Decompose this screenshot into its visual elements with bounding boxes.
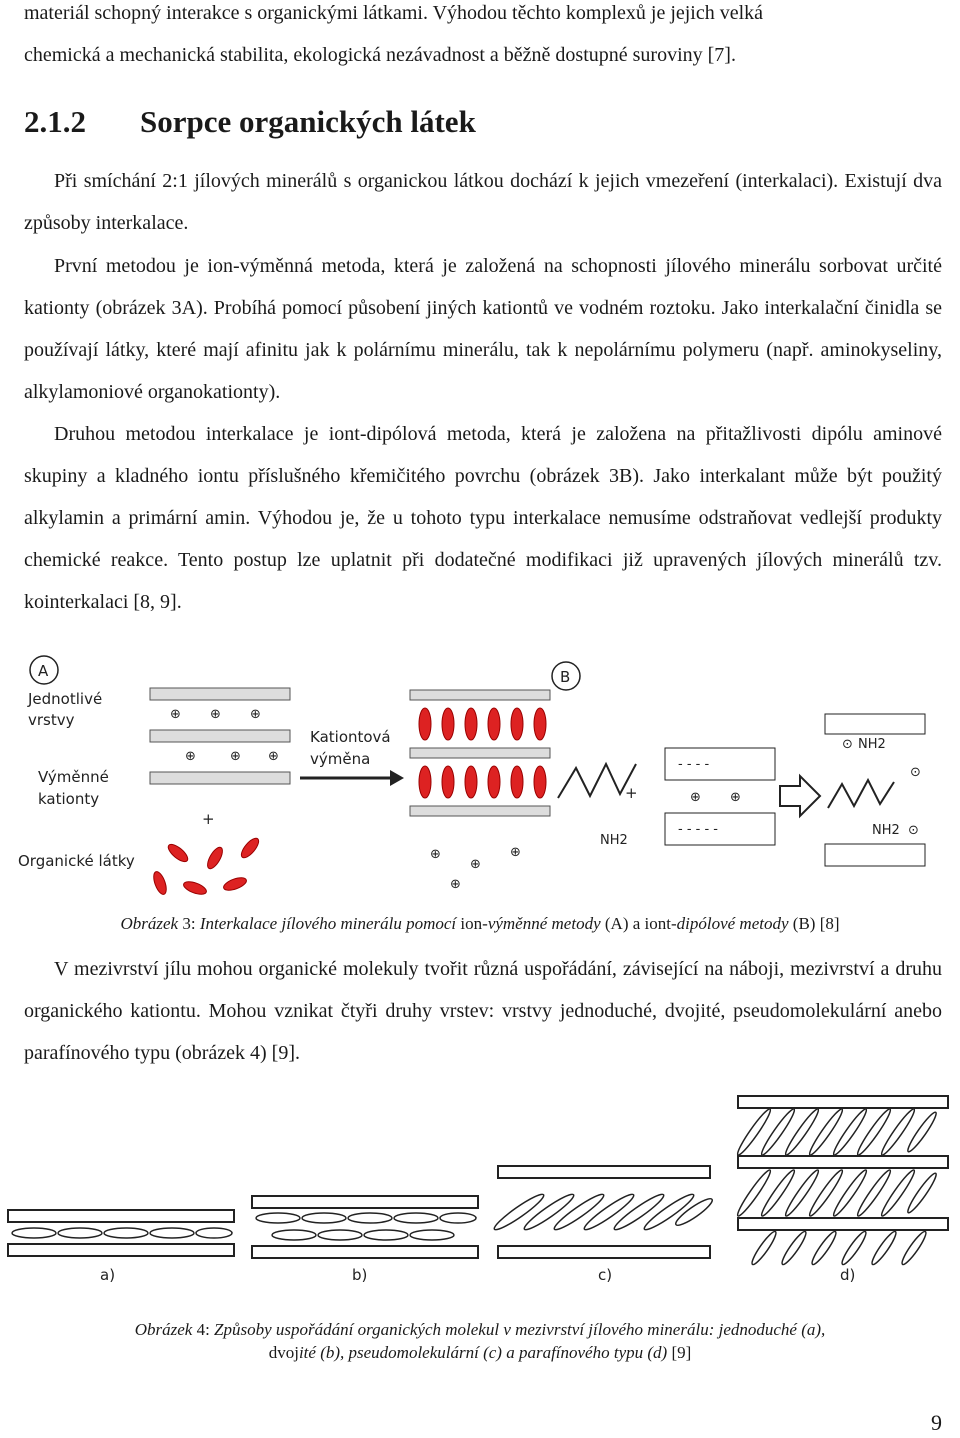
label-a-arrangement: a) (100, 1266, 116, 1284)
svg-text:⊕: ⊕ (250, 707, 261, 722)
svg-text:⊕: ⊕ (510, 845, 521, 860)
svg-text:⊕: ⊕ (230, 749, 241, 764)
figure-3-panel-b (552, 662, 925, 866)
organic-molecules (151, 836, 261, 897)
svg-text:⊕: ⊕ (450, 877, 461, 892)
page-number: 9 (931, 1410, 942, 1435)
layers-label-2: vrstvy (28, 711, 75, 729)
nh2-label-1: NH2 (600, 833, 628, 848)
paragraph-4: V mezivrství jílu mohou organické molekuly tvořit různá uspořádání, závisející na náboji, mezivrství a druhu organického kationtu. Mohou vznikat čtyři druhy vrstev: vrstvy jednoduché, dvojité, pseudomolekulární anebo parafínového typu (obrázek 4) [9]. (24, 958, 942, 1064)
svg-text:⊕: ⊕ (730, 790, 741, 805)
svg-text:⊕: ⊕ (268, 749, 279, 764)
svg-text:⊕: ⊕ (470, 857, 481, 872)
cation-exchange-arrow (300, 728, 404, 786)
figure-3-caption: Obrázek 3: Interkalace jílového minerálu pomocí ion-výměnné metody (A) a iont-dipólové metody (B) [8] (120, 914, 840, 933)
paragraph-2: První metodou je ion-výměnná metoda, která je založená na schopnosti jílového minerálu sorbovat určité kationty (obrázek 3A). Probíhá pomocí působení jiných kationtů ve vodném roztoku. Jako interkalační činidla se používají látky, které mají afinitu jak k polárnímu minerálu, tak k nepolárnímu polymeru (např. aminokyseliny, alkylamoniové organokationty). (24, 255, 942, 403)
arrow-label-1: Kationtová (310, 728, 391, 746)
organic-label: Organické látky (18, 852, 135, 870)
figure-4-caption-line-1: Obrázek 4: Způsoby uspořádání organických molekul v mezivrství jílového minerálu: jednoduché (a), (134, 1320, 826, 1339)
intro-line-2: chemická a mechanická stabilita, ekologická nezávadnost a běžně dostupné suroviny [7]. (24, 44, 736, 66)
arrangement-b (252, 1196, 478, 1284)
figure-4-caption (0, 1318, 960, 1364)
section-title: Sorpce organických látek (140, 104, 476, 139)
label-a: A (38, 662, 49, 680)
label-b-arrangement: b) (352, 1266, 368, 1284)
label-b: B (560, 668, 571, 686)
section-number: 2.1.2 (24, 104, 86, 139)
paragraph-3: Druhou metodou interkalace je iont-dipólová metoda, která je založena na přitažlivosti dipólu aminové skupiny a kladného iontu příslušného křemičitého povrchu (obrázek 3B). Jako interkalant může být použitý alkylamin a primární amin. Výhodou je, že u tohoto typu interkalace nemusíme odstraňovat vedlejší produkty chemické reakce. Tento postup lze uplatnit při dodatečné modifikaci již upravených jílových minerálů tzv. kointerkalaci [8, 9]. (24, 423, 942, 613)
exchange-label-2: kationty (38, 790, 100, 808)
layers-label-1: Jednotlivé (28, 690, 103, 708)
svg-text:⊙: ⊙ (910, 765, 921, 780)
figure-3-panel-a (18, 656, 550, 897)
nh2-label-2: NH2 (858, 737, 886, 752)
arrangement-d (735, 1096, 948, 1284)
svg-text:⊙: ⊙ (908, 823, 919, 838)
svg-text:⊙: ⊙ (842, 737, 853, 752)
figure-4-caption-line-2: dvojité (b), pseudomolekulární (c) a parafínového typu (d) [9] (268, 1343, 692, 1362)
clay-layers-right (410, 690, 550, 892)
arrow-label-2: výměna (310, 750, 371, 768)
plus-sign-a: + (202, 810, 215, 828)
arrangement-c (492, 1166, 715, 1284)
section-heading (24, 100, 476, 144)
svg-text:⊕: ⊕ (430, 847, 441, 862)
intro-line-1: materiál schopný interakce s organickými látkami. Výhodou těchto komplexů je jejich velká (24, 2, 764, 24)
plus-sign-b: + (625, 784, 638, 802)
exchange-label-1: Výměnné (38, 768, 109, 786)
nh2-label-3: NH2 (872, 823, 900, 838)
svg-text:⊕: ⊕ (210, 707, 221, 722)
figure-3 (10, 648, 950, 903)
label-c-arrangement: c) (598, 1266, 613, 1284)
label-d-arrangement: d) (840, 1266, 856, 1284)
svg-text:⊕: ⊕ (185, 749, 196, 764)
figure-4 (4, 1090, 956, 1290)
svg-text:- - - -: - - - - (678, 757, 710, 772)
svg-text:⊕: ⊕ (690, 790, 701, 805)
clay-layers-left (150, 688, 290, 784)
paragraph-1: Při smíchání 2:1 jílových minerálů s organickou látkou dochází k jejich vmezeření (interkalaci). Existují dva způsoby interkalace. (24, 170, 942, 234)
arrangement-a (8, 1210, 234, 1284)
svg-text:- - - - -: - - - - - (678, 822, 718, 837)
svg-text:⊕: ⊕ (170, 707, 181, 722)
